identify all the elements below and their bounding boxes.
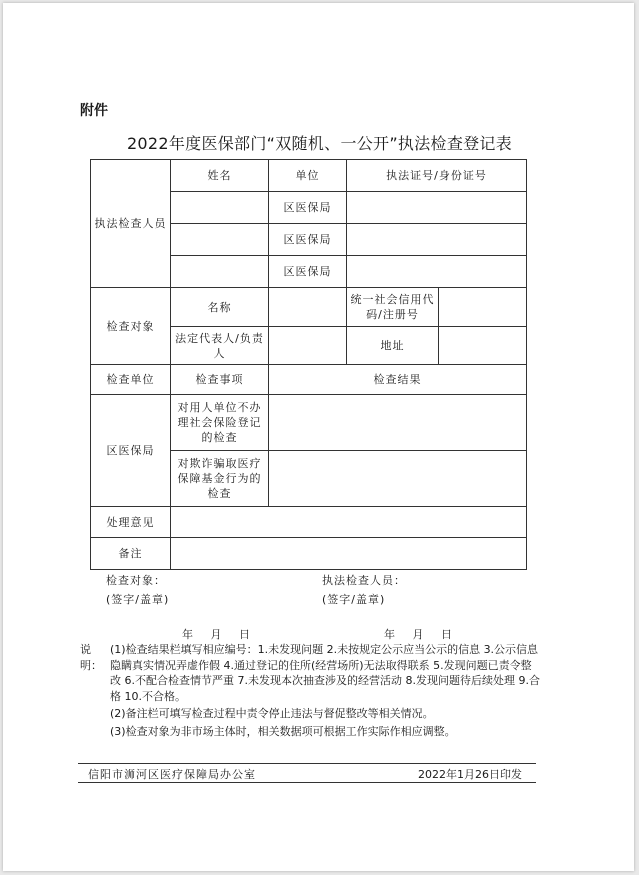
col-header-unit: 单位	[269, 160, 347, 192]
remark-label: 备注	[91, 538, 171, 570]
footer-bottom-rule	[78, 782, 536, 783]
check-result-2-cell[interactable]	[269, 451, 527, 507]
inspector-name-cell[interactable]	[171, 192, 269, 224]
inspector-cert-cell[interactable]	[347, 192, 527, 224]
check-item-label: 检查事项	[171, 365, 269, 395]
address-label: 地址	[347, 327, 439, 365]
table-row	[91, 160, 527, 192]
col-header-name: 姓名	[171, 160, 269, 192]
table-row	[91, 538, 527, 570]
inspector-name-cell[interactable]	[171, 256, 269, 288]
inspector-name-cell[interactable]	[171, 224, 269, 256]
note-1: (1)检查结果栏填写相应编号：1.未发现问题 2.未按规定公示应当公示的信息 3.公示信息隐瞒真实情况弄虚作假 4.通过登记的住所(经营场所)无法取得联系 5.发现问题已责令整改 6.不配合检查情节严重 7.未发现本次抽查涉及的经营活动 8.发现问题待后续处理 9.合格 10.不合格。	[110, 643, 540, 703]
credit-code-cell[interactable]	[439, 288, 527, 327]
table-row	[91, 507, 527, 538]
object-name-cell[interactable]	[269, 288, 347, 327]
legal-rep-label: 法定代表人/负责人	[171, 327, 269, 365]
legal-rep-cell[interactable]	[269, 327, 347, 365]
col-header-cert: 执法证号/身份证号	[347, 160, 527, 192]
inspector-sign-date: 年 月 日	[384, 628, 452, 641]
object-label: 检查对象	[91, 288, 171, 365]
object-name-label: 名称	[171, 288, 269, 327]
attachment-label: 附件	[80, 103, 108, 119]
check-result-1-cell[interactable]	[269, 395, 527, 451]
inspector-signature-label: 执法检查人员：	[322, 574, 406, 587]
table-row	[91, 365, 527, 395]
address-cell[interactable]	[439, 327, 527, 365]
credit-code-label: 统一社会信用代码/注册号	[347, 288, 439, 327]
inspection-form-table	[90, 159, 527, 570]
page-title: 2022年度医保部门“双随机、一公开”执法检查登记表	[126, 134, 513, 153]
object-signature-label: 检查对象：	[106, 574, 166, 587]
object-signature-hint: (签字/盖章)	[106, 593, 170, 606]
issue-date: 2022年1月26日印发	[418, 768, 522, 781]
inspector-unit-cell: 区医保局	[269, 224, 347, 256]
inspector-unit-cell: 区医保局	[269, 192, 347, 224]
notes-lead: 说明：	[80, 643, 102, 672]
check-unit-label: 检查单位	[91, 365, 171, 395]
check-unit-value: 区医保局	[91, 395, 171, 507]
check-result-label: 检查结果	[269, 365, 527, 395]
inspector-signature-hint: (签字/盖章)	[322, 593, 386, 606]
inspector-unit-cell: 区医保局	[269, 256, 347, 288]
issuer-name: 信阳市浉河区医疗保障局办公室	[88, 768, 256, 781]
remark-cell[interactable]	[171, 538, 527, 570]
check-item-1: 对用人单位不办理社会保险登记的检查	[171, 395, 269, 451]
check-item-2: 对欺诈骗取医疗保障基金行为的检查	[171, 451, 269, 507]
opinion-cell[interactable]	[171, 507, 527, 538]
inspector-cert-cell[interactable]	[347, 256, 527, 288]
notes-section	[80, 642, 540, 739]
opinion-label: 处理意见	[91, 507, 171, 538]
inspector-cert-cell[interactable]	[347, 224, 527, 256]
footer-top-rule	[78, 763, 536, 764]
inspectors-label: 执法检查人员	[91, 160, 171, 288]
note-2: (2)备注栏可填写检查过程中责令停止违法与督促整改等相关情况。	[110, 707, 434, 720]
table-row	[91, 395, 527, 451]
note-3: (3)检查对象为非市场主体时，相关数据项可根据工作实际作相应调整。	[110, 724, 456, 738]
object-sign-date: 年 月 日	[182, 628, 250, 641]
table-row	[91, 288, 527, 327]
